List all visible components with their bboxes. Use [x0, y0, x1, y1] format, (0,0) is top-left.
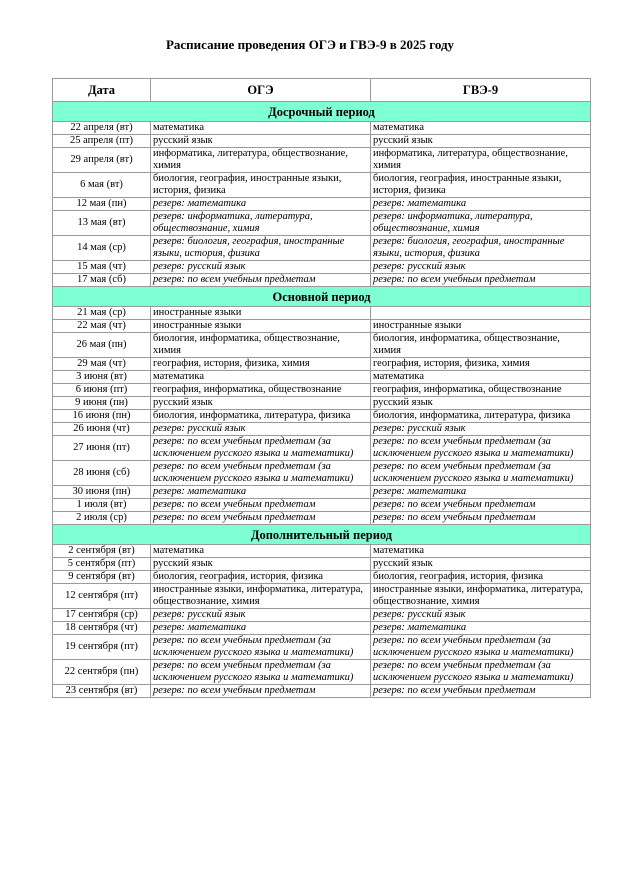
oge-cell: русский язык	[151, 135, 371, 148]
date-cell: 12 сентября (пт)	[53, 584, 151, 609]
table-row	[53, 423, 591, 436]
gve-cell: информатика, литература, обществознание, химия	[371, 148, 591, 173]
column-header-gve: ГВЭ-9	[371, 79, 591, 102]
oge-cell: иностранные языки	[151, 307, 371, 320]
table-row	[53, 397, 591, 410]
table-row	[53, 622, 591, 635]
schedule-table	[52, 78, 591, 698]
date-cell: 2 июля (ср)	[53, 512, 151, 525]
gve-cell: резерв: информатика, литература, обществознание, химия	[371, 211, 591, 236]
date-cell: 29 мая (чт)	[53, 358, 151, 371]
date-cell: 9 сентября (вт)	[53, 571, 151, 584]
gve-cell: резерв: математика	[371, 486, 591, 499]
table-row	[53, 236, 591, 261]
table-row	[53, 307, 591, 320]
oge-cell: биология, география, иностранные языки, история, физика	[151, 173, 371, 198]
table-row	[53, 198, 591, 211]
table-row	[53, 512, 591, 525]
column-header-date: Дата	[53, 79, 151, 102]
table-row	[53, 274, 591, 287]
date-cell: 19 сентября (пт)	[53, 635, 151, 660]
gve-cell: резерв: по всем учебным предметам (за исключением русского языка и математики)	[371, 635, 591, 660]
gve-cell: биология, география, иностранные языки, история, физика	[371, 173, 591, 198]
date-cell: 2 сентября (вт)	[53, 545, 151, 558]
table-row	[53, 499, 591, 512]
oge-cell: география, история, физика, химия	[151, 358, 371, 371]
table-row	[53, 486, 591, 499]
column-header-oge: ОГЭ	[151, 79, 371, 102]
date-cell: 18 сентября (чт)	[53, 622, 151, 635]
date-cell: 12 мая (пн)	[53, 198, 151, 211]
gve-cell: математика	[371, 371, 591, 384]
oge-cell: математика	[151, 545, 371, 558]
gve-cell: резерв: биология, география, иностранные языки, история, физика	[371, 236, 591, 261]
table-row	[53, 558, 591, 571]
oge-cell: биология, география, история, физика	[151, 571, 371, 584]
table-row	[53, 436, 591, 461]
table-header-row	[53, 79, 591, 102]
table-row	[53, 173, 591, 198]
date-cell: 17 мая (сб)	[53, 274, 151, 287]
table-row	[53, 384, 591, 397]
gve-cell: резерв: русский язык	[371, 423, 591, 436]
table-row	[53, 635, 591, 660]
section-title: Досрочный период	[53, 102, 591, 122]
table-row	[53, 609, 591, 622]
oge-cell: география, информатика, обществознание	[151, 384, 371, 397]
oge-cell: биология, информатика, литература, физика	[151, 410, 371, 423]
date-cell: 28 июня (сб)	[53, 461, 151, 486]
table-row	[53, 371, 591, 384]
table-row	[53, 660, 591, 685]
gve-cell: биология, информатика, литература, физика	[371, 410, 591, 423]
gve-cell: биология, информатика, обществознание, химия	[371, 333, 591, 358]
date-cell: 6 июня (пт)	[53, 384, 151, 397]
date-cell: 15 мая (чт)	[53, 261, 151, 274]
section-title: Основной период	[53, 287, 591, 307]
table-row	[53, 135, 591, 148]
gve-cell: иностранные языки	[371, 320, 591, 333]
oge-cell: резерв: русский язык	[151, 261, 371, 274]
date-cell: 21 мая (ср)	[53, 307, 151, 320]
oge-cell: резерв: по всем учебным предметам	[151, 274, 371, 287]
section-header-row	[53, 525, 591, 545]
gve-cell: иностранные языки, информатика, литература, обществознание, химия	[371, 584, 591, 609]
table-row	[53, 584, 591, 609]
table-row	[53, 211, 591, 236]
gve-cell: резерв: математика	[371, 622, 591, 635]
table-row	[53, 358, 591, 371]
oge-cell: математика	[151, 371, 371, 384]
oge-cell: резерв: по всем учебным предметам (за исключением русского языка и математики)	[151, 436, 371, 461]
oge-cell: резерв: математика	[151, 486, 371, 499]
gve-cell: резерв: по всем учебным предметам	[371, 274, 591, 287]
oge-cell: русский язык	[151, 558, 371, 571]
page-title: Расписание проведения ОГЭ и ГВЭ-9 в 2025 году	[165, 37, 455, 52]
gve-cell: резерв: русский язык	[371, 609, 591, 622]
date-cell: 26 мая (пн)	[53, 333, 151, 358]
gve-cell: резерв: математика	[371, 198, 591, 211]
gve-cell: биология, география, история, физика	[371, 571, 591, 584]
oge-cell: резерв: по всем учебным предметам (за исключением русского языка и математики)	[151, 461, 371, 486]
section-header-row	[53, 102, 591, 122]
table-row	[53, 571, 591, 584]
gve-cell: резерв: по всем учебным предметам	[371, 499, 591, 512]
oge-cell: биология, информатика, обществознание, химия	[151, 333, 371, 358]
date-cell: 1 июля (вт)	[53, 499, 151, 512]
table-row	[53, 461, 591, 486]
gve-cell: география, история, физика, химия	[371, 358, 591, 371]
oge-cell: иностранные языки, информатика, литература, обществознание, химия	[151, 584, 371, 609]
gve-cell: резерв: по всем учебным предметам	[371, 512, 591, 525]
gve-cell: география, информатика, обществознание	[371, 384, 591, 397]
oge-cell: резерв: по всем учебным предметам	[151, 512, 371, 525]
gve-cell: русский язык	[371, 397, 591, 410]
oge-cell: резерв: по всем учебным предметам	[151, 685, 371, 698]
date-cell: 30 июня (пн)	[53, 486, 151, 499]
gve-cell: резерв: русский язык	[371, 261, 591, 274]
date-cell: 6 мая (вт)	[53, 173, 151, 198]
table-row	[53, 333, 591, 358]
table-row	[53, 261, 591, 274]
section-header-row	[53, 287, 591, 307]
oge-cell: резерв: биология, география, иностранные языки, история, физика	[151, 236, 371, 261]
section-title: Дополнительный период	[53, 525, 591, 545]
date-cell: 13 мая (вт)	[53, 211, 151, 236]
gve-cell	[371, 307, 591, 320]
date-cell: 22 сентября (пн)	[53, 660, 151, 685]
oge-cell: русский язык	[151, 397, 371, 410]
oge-cell: резерв: по всем учебным предметам (за исключением русского языка и математики)	[151, 660, 371, 685]
date-cell: 22 мая (чт)	[53, 320, 151, 333]
gve-cell: резерв: по всем учебным предметам (за исключением русского языка и математики)	[371, 660, 591, 685]
date-cell: 5 сентября (пт)	[53, 558, 151, 571]
gve-cell: резерв: по всем учебным предметам (за исключением русского языка и математики)	[371, 436, 591, 461]
table-row	[53, 148, 591, 173]
table-row	[53, 320, 591, 333]
date-cell: 9 июня (пн)	[53, 397, 151, 410]
oge-cell: резерв: информатика, литература, обществознание, химия	[151, 211, 371, 236]
date-cell: 3 июня (вт)	[53, 371, 151, 384]
oge-cell: математика	[151, 122, 371, 135]
oge-cell: иностранные языки	[151, 320, 371, 333]
oge-cell: резерв: русский язык	[151, 423, 371, 436]
oge-cell: резерв: по всем учебным предметам	[151, 499, 371, 512]
date-cell: 23 сентября (вт)	[53, 685, 151, 698]
table-row	[53, 685, 591, 698]
date-cell: 22 апреля (вт)	[53, 122, 151, 135]
date-cell: 14 мая (ср)	[53, 236, 151, 261]
oge-cell: резерв: русский язык	[151, 609, 371, 622]
table-row	[53, 545, 591, 558]
oge-cell: информатика, литература, обществознание, химия	[151, 148, 371, 173]
table-row	[53, 122, 591, 135]
gve-cell: резерв: по всем учебным предметам (за исключением русского языка и математики)	[371, 461, 591, 486]
gve-cell: русский язык	[371, 135, 591, 148]
gve-cell: резерв: по всем учебным предметам	[371, 685, 591, 698]
oge-cell: резерв: математика	[151, 622, 371, 635]
gve-cell: математика	[371, 545, 591, 558]
gve-cell: русский язык	[371, 558, 591, 571]
date-cell: 16 июня (пн)	[53, 410, 151, 423]
oge-cell: резерв: математика	[151, 198, 371, 211]
date-cell: 26 июня (чт)	[53, 423, 151, 436]
oge-cell: резерв: по всем учебным предметам (за исключением русского языка и математики)	[151, 635, 371, 660]
date-cell: 27 июня (пт)	[53, 436, 151, 461]
table-row	[53, 410, 591, 423]
date-cell: 17 сентября (ср)	[53, 609, 151, 622]
date-cell: 29 апреля (вт)	[53, 148, 151, 173]
date-cell: 25 апреля (пт)	[53, 135, 151, 148]
gve-cell: математика	[371, 122, 591, 135]
schedule-body	[53, 102, 591, 698]
